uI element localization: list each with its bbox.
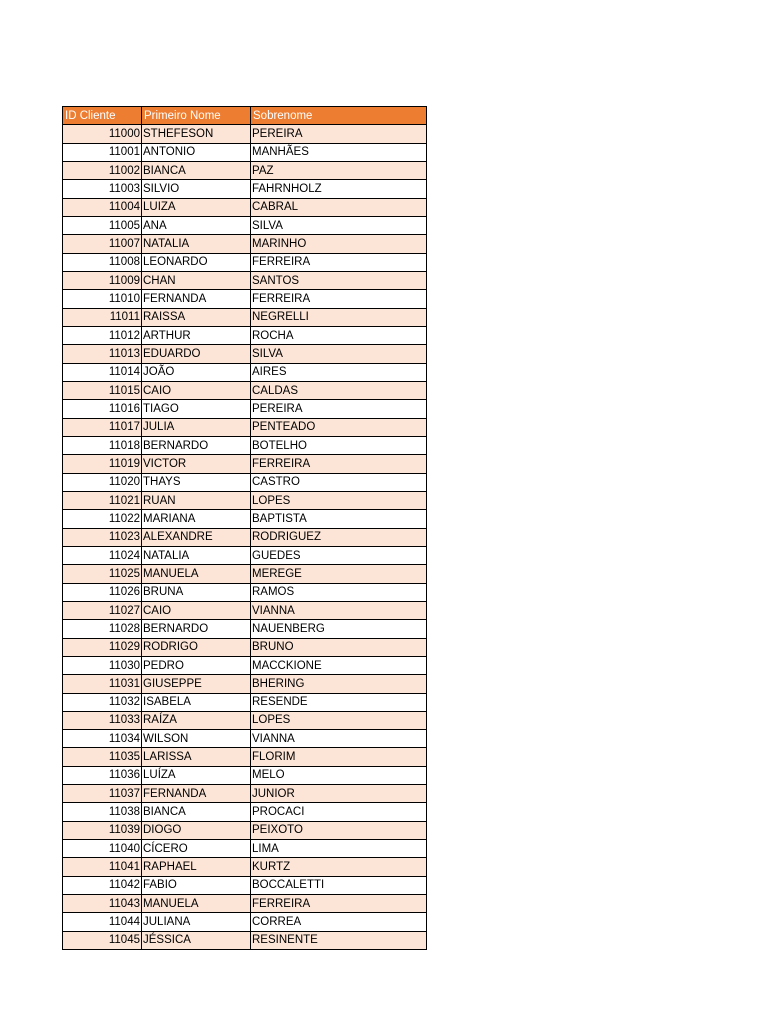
id-cell: 11003: [63, 180, 142, 198]
last-name-cell: LIMA: [251, 840, 427, 858]
first-name-cell: BIANCA: [142, 803, 251, 821]
id-cell: 11024: [63, 546, 142, 564]
last-name-cell: RODRIGUEZ: [251, 528, 427, 546]
last-name-cell: KURTZ: [251, 858, 427, 876]
first-name-cell: MANUELA: [142, 565, 251, 583]
id-cell: 11041: [63, 858, 142, 876]
table-row: [63, 216, 427, 234]
last-name-cell: FERREIRA: [251, 253, 427, 271]
first-name-cell: WILSON: [142, 730, 251, 748]
customer-table: [62, 106, 427, 950]
id-cell: 11036: [63, 766, 142, 784]
last-name-cell: GUEDES: [251, 546, 427, 564]
last-name-cell: FERREIRA: [251, 455, 427, 473]
id-cell: 11019: [63, 455, 142, 473]
table-row: [63, 583, 427, 601]
id-cell: 11042: [63, 876, 142, 894]
last-name-cell: PAZ: [251, 161, 427, 179]
first-name-cell: CHAN: [142, 271, 251, 289]
last-name-cell: VIANNA: [251, 730, 427, 748]
table-row: [63, 363, 427, 381]
table-row: [63, 913, 427, 931]
last-name-cell: CORREA: [251, 913, 427, 931]
last-name-cell: MARINHO: [251, 235, 427, 253]
id-cell: 11032: [63, 693, 142, 711]
first-name-cell: NATALIA: [142, 235, 251, 253]
first-name-cell: JULIANA: [142, 913, 251, 931]
id-cell: 11035: [63, 748, 142, 766]
id-cell: 11005: [63, 216, 142, 234]
id-cell: 11027: [63, 601, 142, 619]
first-name-cell: CAIO: [142, 601, 251, 619]
last-name-cell: NAUENBERG: [251, 620, 427, 638]
header-row: [63, 107, 427, 125]
table-row: [63, 418, 427, 436]
last-name-cell: BRUNO: [251, 638, 427, 656]
first-name-cell: BRUNA: [142, 583, 251, 601]
id-cell: 11009: [63, 271, 142, 289]
first-name-cell: RUAN: [142, 491, 251, 509]
id-cell: 11008: [63, 253, 142, 271]
first-name-cell: PEDRO: [142, 656, 251, 674]
last-name-cell: SILVA: [251, 216, 427, 234]
header-id-cliente: ID Cliente: [63, 107, 142, 125]
last-name-cell: RESINENTE: [251, 931, 427, 949]
last-name-cell: FLORIM: [251, 748, 427, 766]
table-row: [63, 455, 427, 473]
id-cell: 11012: [63, 326, 142, 344]
table-row: [63, 326, 427, 344]
first-name-cell: FABIO: [142, 876, 251, 894]
first-name-cell: VICTOR: [142, 455, 251, 473]
table-row: [63, 565, 427, 583]
table-row: [63, 400, 427, 418]
id-cell: 11017: [63, 418, 142, 436]
first-name-cell: RAPHAEL: [142, 858, 251, 876]
id-cell: 11038: [63, 803, 142, 821]
id-cell: 11023: [63, 528, 142, 546]
last-name-cell: CALDAS: [251, 381, 427, 399]
table-row: [63, 931, 427, 949]
last-name-cell: JUNIOR: [251, 785, 427, 803]
first-name-cell: FERNANDA: [142, 290, 251, 308]
table-row: [63, 821, 427, 839]
id-cell: 11014: [63, 363, 142, 381]
table-row: [63, 198, 427, 216]
id-cell: 11029: [63, 638, 142, 656]
first-name-cell: LUÍZA: [142, 766, 251, 784]
table-row: [63, 876, 427, 894]
first-name-cell: CÍCERO: [142, 840, 251, 858]
last-name-cell: CASTRO: [251, 473, 427, 491]
header-sobrenome: Sobrenome: [251, 107, 427, 125]
id-cell: 11007: [63, 235, 142, 253]
first-name-cell: ALEXANDRE: [142, 528, 251, 546]
last-name-cell: FERREIRA: [251, 895, 427, 913]
table-row: [63, 766, 427, 784]
last-name-cell: VIANNA: [251, 601, 427, 619]
id-cell: 11000: [63, 125, 142, 143]
id-cell: 11001: [63, 143, 142, 161]
first-name-cell: LARISSA: [142, 748, 251, 766]
table-row: [63, 125, 427, 143]
first-name-cell: ARTHUR: [142, 326, 251, 344]
first-name-cell: RAISSA: [142, 308, 251, 326]
last-name-cell: LOPES: [251, 711, 427, 729]
id-cell: 11043: [63, 895, 142, 913]
last-name-cell: MELO: [251, 766, 427, 784]
id-cell: 11028: [63, 620, 142, 638]
table-row: [63, 161, 427, 179]
table-row: [63, 473, 427, 491]
first-name-cell: ANA: [142, 216, 251, 234]
last-name-cell: CABRAL: [251, 198, 427, 216]
first-name-cell: EDUARDO: [142, 345, 251, 363]
id-cell: 11018: [63, 436, 142, 454]
id-cell: 11015: [63, 381, 142, 399]
first-name-cell: MARIANA: [142, 510, 251, 528]
id-cell: 11004: [63, 198, 142, 216]
last-name-cell: PEIXOTO: [251, 821, 427, 839]
table-row: [63, 253, 427, 271]
table-row: [63, 510, 427, 528]
table-row: [63, 308, 427, 326]
last-name-cell: MACCKIONE: [251, 656, 427, 674]
first-name-cell: TIAGO: [142, 400, 251, 418]
table-body: [63, 125, 427, 950]
last-name-cell: RAMOS: [251, 583, 427, 601]
last-name-cell: SILVA: [251, 345, 427, 363]
last-name-cell: MANHÃES: [251, 143, 427, 161]
id-cell: 11016: [63, 400, 142, 418]
table-row: [63, 290, 427, 308]
last-name-cell: SANTOS: [251, 271, 427, 289]
first-name-cell: LUIZA: [142, 198, 251, 216]
id-cell: 11020: [63, 473, 142, 491]
first-name-cell: BIANCA: [142, 161, 251, 179]
table-row: [63, 381, 427, 399]
table-row: [63, 345, 427, 363]
table-row: [63, 528, 427, 546]
last-name-cell: FAHRNHOLZ: [251, 180, 427, 198]
table-row: [63, 785, 427, 803]
last-name-cell: FERREIRA: [251, 290, 427, 308]
first-name-cell: MANUELA: [142, 895, 251, 913]
first-name-cell: CAIO: [142, 381, 251, 399]
id-cell: 11026: [63, 583, 142, 601]
last-name-cell: MEREGE: [251, 565, 427, 583]
last-name-cell: BHERING: [251, 675, 427, 693]
first-name-cell: JÉSSICA: [142, 931, 251, 949]
id-cell: 11025: [63, 565, 142, 583]
id-cell: 11040: [63, 840, 142, 858]
first-name-cell: BERNARDO: [142, 620, 251, 638]
table-row: [63, 656, 427, 674]
first-name-cell: BERNARDO: [142, 436, 251, 454]
id-cell: 11039: [63, 821, 142, 839]
id-cell: 11031: [63, 675, 142, 693]
id-cell: 11037: [63, 785, 142, 803]
last-name-cell: BOCCALETTI: [251, 876, 427, 894]
id-cell: 11030: [63, 656, 142, 674]
id-cell: 11011: [63, 308, 142, 326]
last-name-cell: NEGRELLI: [251, 308, 427, 326]
last-name-cell: PEREIRA: [251, 125, 427, 143]
table-row: [63, 491, 427, 509]
first-name-cell: JULIA: [142, 418, 251, 436]
first-name-cell: NATALIA: [142, 546, 251, 564]
id-cell: 11044: [63, 913, 142, 931]
id-cell: 11022: [63, 510, 142, 528]
table-row: [63, 840, 427, 858]
first-name-cell: THAYS: [142, 473, 251, 491]
id-cell: 11021: [63, 491, 142, 509]
id-cell: 11045: [63, 931, 142, 949]
first-name-cell: STHEFESON: [142, 125, 251, 143]
table-row: [63, 675, 427, 693]
table-row: [63, 235, 427, 253]
table-row: [63, 895, 427, 913]
id-cell: 11010: [63, 290, 142, 308]
table-row: [63, 803, 427, 821]
last-name-cell: PROCACI: [251, 803, 427, 821]
table-row: [63, 711, 427, 729]
header-primeiro-nome: Primeiro Nome: [142, 107, 251, 125]
id-cell: 11033: [63, 711, 142, 729]
first-name-cell: LEONARDO: [142, 253, 251, 271]
first-name-cell: ANTONIO: [142, 143, 251, 161]
id-cell: 11013: [63, 345, 142, 363]
table-row: [63, 620, 427, 638]
last-name-cell: PEREIRA: [251, 400, 427, 418]
last-name-cell: AIRES: [251, 363, 427, 381]
last-name-cell: BAPTISTA: [251, 510, 427, 528]
last-name-cell: LOPES: [251, 491, 427, 509]
first-name-cell: JOÃO: [142, 363, 251, 381]
last-name-cell: PENTEADO: [251, 418, 427, 436]
table-row: [63, 546, 427, 564]
id-cell: 11034: [63, 730, 142, 748]
first-name-cell: DIOGO: [142, 821, 251, 839]
table-row: [63, 748, 427, 766]
first-name-cell: GIUSEPPE: [142, 675, 251, 693]
table-row: [63, 143, 427, 161]
table-row: [63, 271, 427, 289]
first-name-cell: FERNANDA: [142, 785, 251, 803]
first-name-cell: RODRIGO: [142, 638, 251, 656]
table-row: [63, 180, 427, 198]
first-name-cell: ISABELA: [142, 693, 251, 711]
id-cell: 11002: [63, 161, 142, 179]
table-row: [63, 730, 427, 748]
table-row: [63, 601, 427, 619]
table-row: [63, 436, 427, 454]
first-name-cell: RAÍZA: [142, 711, 251, 729]
last-name-cell: RESENDE: [251, 693, 427, 711]
table-row: [63, 693, 427, 711]
table-row: [63, 638, 427, 656]
last-name-cell: BOTELHO: [251, 436, 427, 454]
first-name-cell: SILVIO: [142, 180, 251, 198]
last-name-cell: ROCHA: [251, 326, 427, 344]
table-row: [63, 858, 427, 876]
